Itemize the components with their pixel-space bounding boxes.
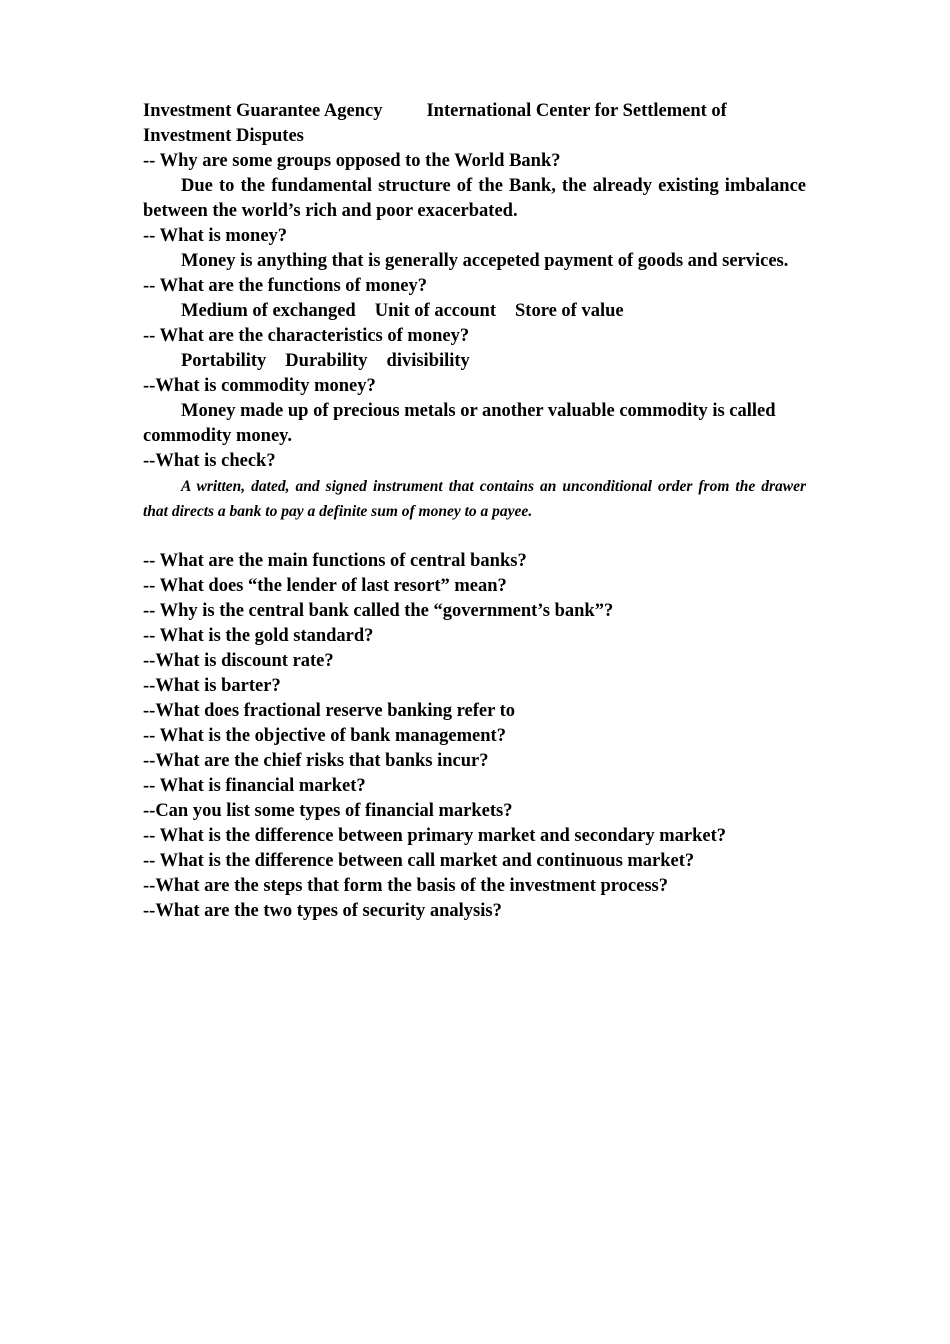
question-list (143, 549, 806, 924)
paragraph-gap (143, 524, 806, 549)
answer-item: Unit of account (374, 301, 496, 321)
agency-item: International Center for Settlement of (426, 101, 727, 121)
document-page (143, 99, 806, 924)
answer-item: Portability (181, 351, 267, 371)
question: -- What are the functions of money? (143, 276, 427, 296)
answer-item: divisibility (386, 351, 470, 371)
list-item: --What is barter? (143, 676, 281, 696)
answer: Money is anything that is generally accepeted payment of goods and services. (181, 251, 789, 271)
list-item: --Can you list some types of financial markets? (143, 801, 513, 821)
list-item: -- What is the gold standard? (143, 626, 374, 646)
answer-item: Store of value (515, 301, 624, 321)
list-item: --What does fractional reserve banking refer to (143, 701, 515, 721)
list-item: --What is discount rate? (143, 651, 334, 671)
answer-list (143, 299, 806, 324)
agency-item: Investment Disputes (143, 126, 304, 146)
list-item: --What are the two types of security analysis? (143, 901, 502, 921)
list-item: --What are the steps that form the basis of the investment process? (143, 876, 668, 896)
list-item: -- What is the difference between primary market and secondary market? (143, 826, 726, 846)
question: --What is check? (143, 451, 276, 471)
question: --What is commodity money? (143, 376, 376, 396)
agency-list (143, 99, 806, 124)
answer-item: Durability (285, 351, 368, 371)
answer: Money made up of precious metals or another valuable commodity is called commodity money. (143, 401, 776, 446)
list-item: -- What is the objective of bank management? (143, 726, 506, 746)
list-item: --What are the chief risks that banks incur? (143, 751, 489, 771)
question: -- What is money? (143, 226, 288, 246)
agency-item: Investment Guarantee Agency (143, 101, 383, 121)
question: -- Why are some groups opposed to the World Bank? (143, 151, 561, 171)
list-item: -- What is financial market? (143, 776, 366, 796)
answer-list (143, 349, 806, 374)
list-item: -- What is the difference between call market and continuous market? (143, 851, 695, 871)
answer-item: Medium of exchanged (181, 301, 356, 321)
answer: Due to the fundamental structure of the Bank, the already existing imbalance between the world’s rich and poor exacerbated. (143, 176, 806, 221)
list-item: -- What does “the lender of last resort” mean? (143, 576, 507, 596)
question: -- What are the characteristics of money? (143, 326, 470, 346)
answer-italic: A written, dated, and signed instrument that contains an unconditional order from the drawer that directs a bank to pay a definite sum of money to a payee. (143, 478, 806, 520)
list-item: -- Why is the central bank called the “government’s bank”? (143, 601, 614, 621)
list-item: -- What are the main functions of central banks? (143, 551, 527, 571)
